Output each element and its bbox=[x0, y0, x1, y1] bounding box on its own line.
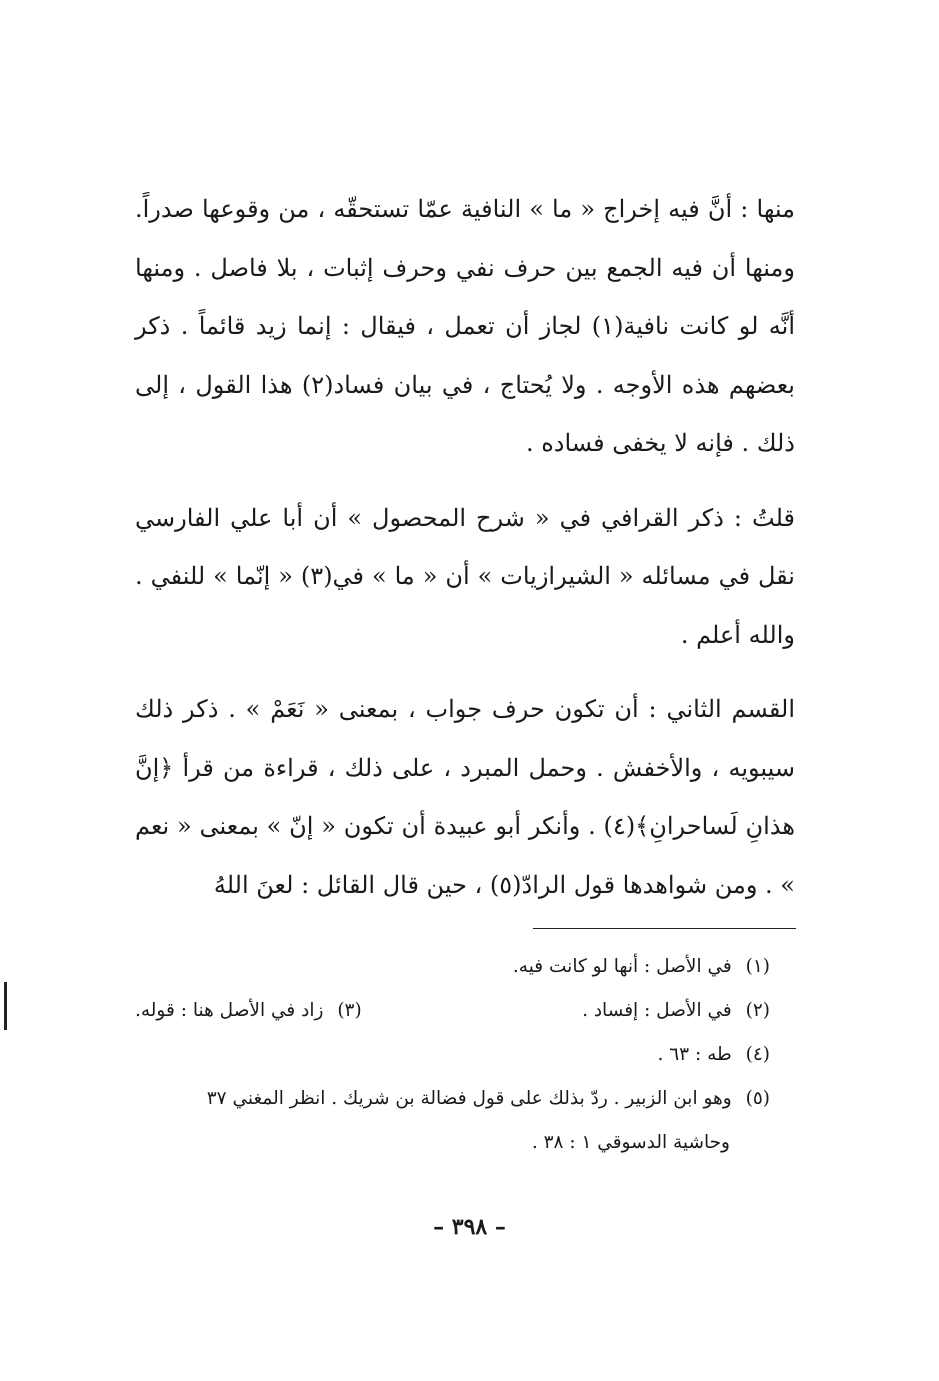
scan-edge-mark bbox=[4, 982, 7, 1030]
footnote-number: (١) bbox=[745, 956, 770, 977]
paragraph-2: قلتُ : ذكر القرافي في « شرح المحصول » أن أبا علي الفارسي نقل في مسائله « الشيرازيات » أن « ما » في(٣) « إنّما » للنفي . والله أعلم . bbox=[135, 503, 795, 649]
footnote-number: (٢) bbox=[745, 1000, 770, 1021]
paragraph-3: القسم الثاني : أن تكون حرف جواب ، بمعنى « نَعَمْ » . ذكر ذلك سيبويه ، والأخفش . وحمل المبرد ، على ذلك ، قراءة من قرأ ﴿إنَّ هذانِ لَساحرانِ﴾(٤) . وأنكر أبو عبيدة أن تكون « إنّ » بمعنى « نعم » . ومن شواهدها قول الرادّ(٥) ، حين قال القائل : لعنَ اللهُ bbox=[135, 695, 795, 899]
footnote-1 bbox=[135, 945, 770, 989]
footnote-row-2-3 bbox=[135, 989, 770, 1033]
paragraph-1: منها : أنَّ فيه إخراج « ما » النافية عمّا تستحقّه ، من وقوعها صدراً. ومنها أن فيه الجمع بين حرف نفي وحرف إثبات ، بلا فاصل . ومنها أنَّه لو كانت نافية(١) لجاز أن تعمل ، فيقال : إنما زيد قائماً . ذكر بعضهم هذه الأوجه . ولا يُحتاج ، في بيان فساد(٢) هذا القول ، إلى ذلك . فإنه لا يخفى فساده . bbox=[135, 195, 796, 457]
main-text bbox=[135, 180, 795, 914]
footnote-2 bbox=[582, 989, 770, 1033]
footnote-4 bbox=[135, 1033, 770, 1077]
footnote-text: زاد في الأصل هنا : قوله. bbox=[135, 1000, 324, 1021]
footnote-text: طه : ٦٣ . bbox=[657, 1044, 732, 1065]
footnote-5 bbox=[135, 1077, 770, 1165]
footnote-text: وهو ابن الزبير . ردّ بذلك على قول فضالة بن شريك . انظر المغني ٣٧ bbox=[206, 1088, 732, 1109]
footnote-text: في الأصل : أنها لو كانت فيه. bbox=[512, 956, 732, 977]
footnote-number: (٤) bbox=[745, 1044, 770, 1065]
footnote-number: (٣) bbox=[337, 1000, 362, 1021]
page-number: – ٣٩٨ – bbox=[433, 1214, 506, 1240]
footnotes bbox=[135, 945, 770, 1165]
footnote-number: (٥) bbox=[745, 1088, 770, 1109]
footnote-3 bbox=[135, 989, 362, 1033]
footnote-text: في الأصل : إفساد . bbox=[582, 1000, 732, 1021]
footnote-text-continued: وحاشية الدسوقي ١ : ٣٨ . bbox=[531, 1132, 730, 1153]
footnote-separator bbox=[533, 928, 796, 929]
